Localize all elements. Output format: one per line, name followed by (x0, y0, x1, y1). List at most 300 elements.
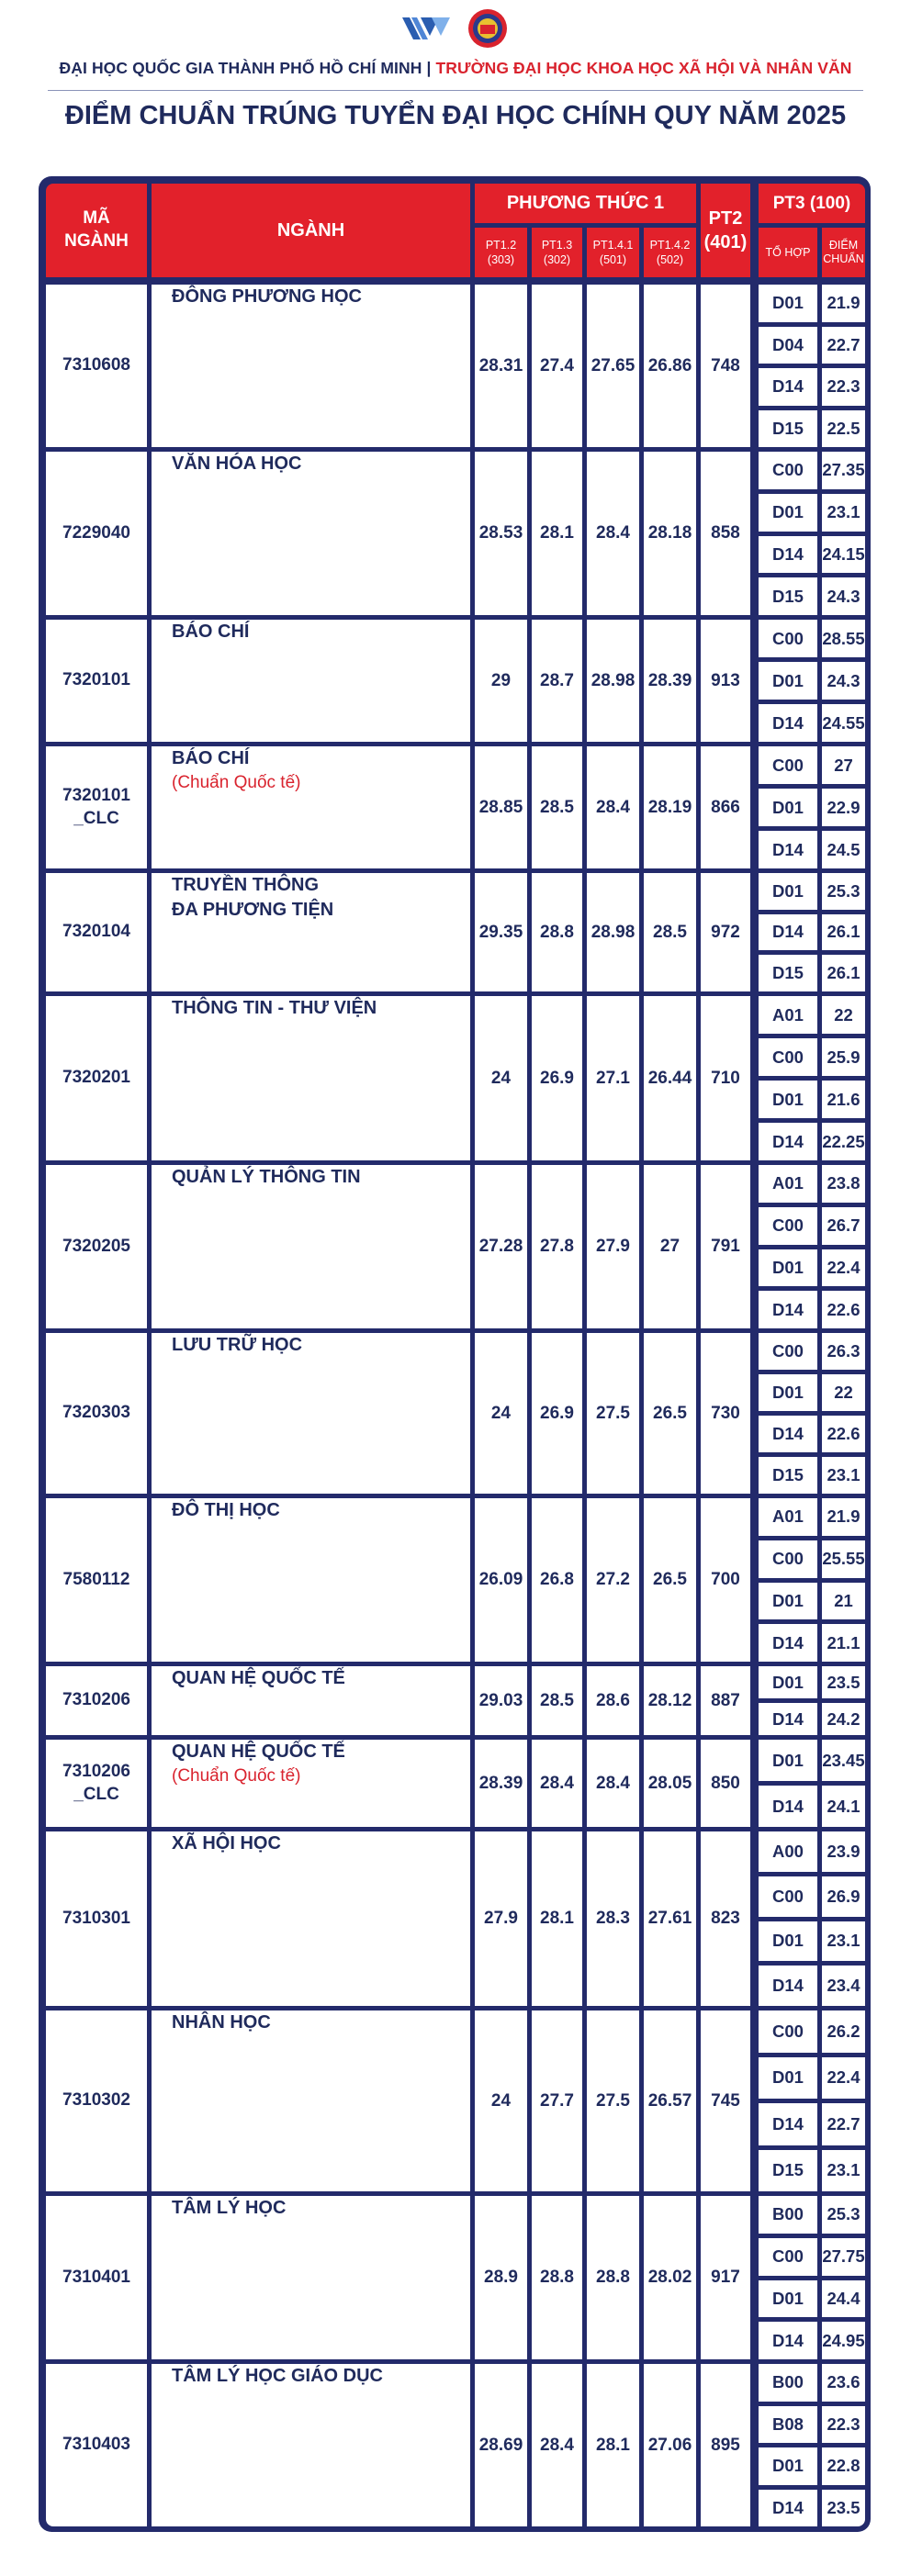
score-pt2 (701, 2196, 750, 2359)
score-value: 27.9 (484, 1909, 518, 1928)
major-name: QUAN HỆ QUỐC TẾ (172, 1742, 345, 1762)
diem-chuan-value: 22.8 (827, 2456, 860, 2476)
to-hop-code: D15 (772, 418, 804, 438)
score-pt13 (532, 1740, 582, 1827)
header-phuong-thuc-1 (475, 184, 696, 223)
diem-chuan-cell (822, 914, 865, 951)
to-hop-cell (759, 368, 817, 406)
diem-chuan-value: 24.2 (827, 1708, 860, 1729)
major-code: 7310401 (62, 2267, 130, 2287)
score-pt142 (644, 873, 696, 991)
diem-chuan-value: 22.25 (822, 1131, 865, 1151)
diem-chuan-value: 23.1 (827, 2160, 860, 2180)
to-hop-code: D14 (772, 1424, 804, 1443)
diem-chuan-cell (822, 1123, 865, 1160)
score-pt142 (644, 1165, 696, 1328)
score-value: 26.9 (540, 1068, 574, 1088)
to-hop-cell (759, 2150, 817, 2192)
to-hop-code: C00 (772, 1549, 804, 1569)
to-hop-cell (759, 2447, 817, 2485)
to-hop-code: D14 (772, 839, 804, 859)
score-value: 28.5 (653, 922, 687, 942)
major-code: 7310206 (62, 1761, 130, 1781)
score-value: 28.53 (478, 523, 523, 543)
major-code: 7320303 (62, 1403, 130, 1423)
header-pt2-label: PT2 (708, 208, 743, 229)
score-value: 858 (711, 523, 740, 543)
score-value: 28.02 (647, 2268, 692, 2287)
score-value: 28.1 (540, 1909, 574, 1928)
header-to-hop (759, 228, 817, 277)
score-value: 710 (711, 1068, 740, 1088)
score-pt2 (701, 1666, 750, 1735)
diem-chuan-value: 22.3 (827, 376, 860, 397)
score-pt142 (644, 285, 696, 447)
major-name: QUAN HỆ QUỐC TẾ (172, 1668, 345, 1688)
diem-chuan-cell (822, 2447, 865, 2485)
diem-chuan-value: 24.5 (827, 839, 860, 859)
diem-chuan-value: 22.9 (827, 797, 860, 817)
score-value: 748 (711, 355, 740, 375)
to-hop-code: D01 (772, 670, 804, 690)
diem-chuan-value: 22.6 (827, 1424, 860, 1443)
to-hop-code: C00 (772, 460, 804, 480)
major-subname: (Chuẩn Quốc tế) (172, 1766, 301, 1786)
diem-chuan-cell (822, 1416, 865, 1452)
score-pt142 (644, 1498, 696, 1662)
diem-chuan-cell (822, 1786, 865, 1827)
score-value: 850 (711, 1773, 740, 1793)
diem-chuan-value: 23.8 (827, 1173, 860, 1193)
diem-chuan-cell (822, 1207, 865, 1245)
major-code: 7310403 (62, 2435, 130, 2455)
diem-chuan-cell (822, 1624, 865, 1662)
score-value: 27.5 (596, 1403, 630, 1423)
major-code: 7310206 (62, 1690, 130, 1710)
major-code: 7310608 (62, 355, 130, 375)
to-hop-code: B08 (772, 2414, 804, 2434)
to-hop-code: D01 (772, 1931, 804, 1951)
score-value: 28.3 (596, 1909, 630, 1928)
header-diem-chuan-label: ĐIỂM CHUẨN (823, 239, 864, 265)
to-hop-cell (759, 1374, 817, 1411)
diem-chuan-value: 24.4 (827, 2288, 860, 2308)
to-hop-code: C00 (772, 1341, 804, 1361)
score-pt2 (701, 996, 750, 1160)
score-pt12 (475, 1498, 527, 1662)
diem-chuan-value: 22.7 (827, 334, 860, 354)
score-value: 745 (711, 2090, 740, 2111)
score-pt13 (532, 1333, 582, 1494)
score-pt142 (644, 452, 696, 615)
to-hop-code: D01 (772, 2456, 804, 2476)
score-pt2 (701, 1498, 750, 1662)
score-pt2 (701, 746, 750, 868)
to-hop-code: C00 (772, 2246, 804, 2267)
header-pt1-sub-paren: (501) (599, 253, 627, 266)
to-hop-code: D14 (772, 1131, 804, 1151)
diem-chuan-cell (822, 1498, 865, 1536)
diem-chuan-cell (822, 2406, 865, 2444)
diem-chuan-cell (822, 831, 865, 868)
diem-chuan-value: 23.5 (827, 2497, 860, 2517)
university-name: ĐẠI HỌC QUỐC GIA THÀNH PHỐ HỒ CHÍ MINH (59, 59, 422, 77)
to-hop-cell (759, 285, 817, 322)
score-pt141 (587, 1498, 639, 1662)
diem-chuan-value: 26.9 (827, 1886, 860, 1906)
to-hop-cell (759, 1291, 817, 1328)
score-value: 28.4 (540, 1773, 574, 1793)
to-hop-cell (759, 2057, 817, 2100)
header-pt1-sub-paren: (303) (487, 253, 515, 266)
diem-chuan-cell (822, 955, 865, 991)
header-nganh (152, 184, 470, 277)
score-value: 27.28 (478, 1237, 523, 1256)
major-name: BÁO CHÍ (172, 748, 250, 768)
to-hop-code: D15 (772, 586, 804, 606)
to-hop-cell (759, 955, 817, 991)
to-hop-code: B00 (772, 2372, 804, 2392)
score-value: 27 (659, 1237, 680, 1256)
score-value: 24 (490, 1403, 512, 1423)
row-name (152, 285, 470, 447)
diem-chuan-value: 22.6 (827, 1299, 860, 1319)
row-name (152, 1333, 470, 1494)
score-pt141 (587, 2196, 639, 2359)
diem-chuan-cell (822, 2364, 865, 2402)
score-pt12 (475, 1740, 527, 1827)
score-value: 27.1 (596, 1068, 630, 1088)
diem-chuan-cell (822, 2490, 865, 2527)
to-hop-code: D01 (772, 1089, 804, 1109)
to-hop-code: D01 (772, 2067, 804, 2088)
ussh-logo-icon (465, 7, 511, 50)
row-code (46, 2364, 147, 2526)
header-pt1-sub-code: PT1.4.2 (649, 238, 691, 252)
to-hop-cell (759, 1666, 817, 1698)
diem-chuan-value: 27 (834, 755, 853, 775)
to-hop-code: D14 (772, 543, 804, 564)
score-pt141 (587, 1333, 639, 1494)
row-code (46, 1333, 147, 1494)
to-hop-code: D04 (772, 334, 804, 354)
diem-chuan-value: 24.1 (827, 1796, 860, 1816)
to-hop-code: D14 (772, 1796, 804, 1816)
score-pt13 (532, 285, 582, 447)
score-pt141 (587, 996, 639, 1160)
row-name (152, 873, 470, 991)
diem-chuan-cell (822, 1540, 865, 1578)
to-hop-cell (759, 2238, 817, 2276)
row-name (152, 2010, 470, 2191)
score-value: 28.12 (647, 1690, 692, 1710)
row-code (46, 2010, 147, 2191)
major-code: 7320101 (62, 670, 130, 690)
score-pt12 (475, 1333, 527, 1494)
to-hop-cell (759, 1123, 817, 1160)
score-value: 26.9 (540, 1403, 574, 1423)
to-hop-cell (759, 410, 817, 448)
major-name: VĂN HÓA HỌC (172, 454, 302, 474)
to-hop-cell (759, 2322, 817, 2359)
diem-chuan-value: 23.9 (827, 1841, 860, 1861)
to-hop-cell (759, 1966, 817, 2006)
score-value: 27.4 (540, 355, 574, 375)
to-hop-cell (759, 1081, 817, 1118)
to-hop-cell (759, 1876, 817, 1917)
score-value: 27.2 (596, 1570, 630, 1589)
header-diem-chuan (822, 228, 865, 277)
score-pt142 (644, 2196, 696, 2359)
diem-chuan-value: 24.55 (822, 712, 865, 733)
diem-chuan-value: 21.6 (827, 1089, 860, 1109)
header-pt1-sub-code: PT1.3 (541, 238, 573, 252)
major-code: 7229040 (62, 522, 130, 543)
divider (48, 90, 863, 91)
score-value: 28.39 (647, 670, 692, 690)
score-pt141 (587, 452, 639, 615)
diem-chuan-value: 23.45 (822, 1750, 865, 1770)
row-name (152, 996, 470, 1160)
score-pt142 (644, 2010, 696, 2191)
score-pt13 (532, 1498, 582, 1662)
score-value: 28.98 (590, 922, 635, 942)
score-value: 26.5 (653, 1403, 687, 1423)
score-pt142 (644, 2364, 696, 2526)
major-name: TÂM LÝ HỌC GIÁO DỤC (172, 2366, 383, 2386)
to-hop-cell (759, 914, 817, 951)
major-name: QUẢN LÝ THÔNG TIN (172, 1167, 361, 1187)
row-code (46, 1666, 147, 1735)
diem-chuan-value: 23.1 (827, 502, 860, 522)
score-value: 29.35 (478, 922, 523, 942)
row-name (152, 620, 470, 742)
score-value: 28.4 (540, 2435, 574, 2455)
header-nganh-label: NGÀNH (276, 219, 345, 241)
score-pt141 (587, 1165, 639, 1328)
row-code (46, 996, 147, 1160)
major-code-suffix: _CLC (73, 1784, 119, 1804)
diem-chuan-value: 26.7 (827, 1215, 860, 1236)
score-value: 823 (711, 1909, 740, 1928)
diem-chuan-value: 23.4 (827, 1976, 860, 1996)
to-hop-cell (759, 1740, 817, 1781)
to-hop-code: D14 (772, 1976, 804, 1996)
score-value: 895 (711, 2435, 740, 2455)
diem-chuan-cell (822, 1374, 865, 1411)
diem-chuan-value: 21.1 (827, 1632, 860, 1652)
to-hop-cell (759, 1207, 817, 1245)
to-hop-code: A01 (772, 1506, 804, 1527)
to-hop-code: D01 (772, 1750, 804, 1770)
to-hop-cell (759, 873, 817, 910)
page-title: ĐIỂM CHUẨN TRÚNG TUYỂN ĐẠI HỌC CHÍNH QUY NĂM 2025 (64, 101, 847, 130)
score-pt2 (701, 1165, 750, 1328)
to-hop-cell (759, 2196, 817, 2234)
score-pt12 (475, 2196, 527, 2359)
major-name: BÁO CHÍ (172, 622, 250, 642)
to-hop-cell (759, 494, 817, 532)
to-hop-code: A00 (772, 1841, 804, 1861)
score-pt141 (587, 620, 639, 742)
score-pt142 (644, 996, 696, 1160)
score-pt12 (475, 996, 527, 1160)
header-pt1-sub-3 (644, 228, 696, 277)
to-hop-code: D01 (772, 1257, 804, 1277)
score-pt12 (475, 285, 527, 447)
diem-chuan-cell (822, 1457, 865, 1494)
diem-chuan-value: 26.2 (827, 2021, 860, 2041)
to-hop-code: D14 (772, 1632, 804, 1652)
school-name: TRƯỜNG ĐẠI HỌC KHOA HỌC XÃ HỘI VÀ NHÂN VĂN (435, 59, 852, 77)
score-value: 913 (711, 670, 740, 690)
row-code (46, 452, 147, 615)
score-value: 27.65 (590, 355, 635, 375)
row-name (152, 1666, 470, 1735)
to-hop-code: D01 (772, 880, 804, 901)
diem-chuan-cell (822, 996, 865, 1034)
major-name: THÔNG TIN - THƯ VIỆN (172, 998, 377, 1018)
diem-chuan-value: 24.15 (822, 543, 865, 564)
affiliation-line (0, 59, 911, 78)
to-hop-code: A01 (772, 1004, 804, 1025)
score-pt2 (701, 285, 750, 447)
to-hop-code: C00 (772, 1886, 804, 1906)
diem-chuan-value: 22.4 (827, 1257, 860, 1277)
to-hop-code: D01 (772, 293, 804, 313)
header-pt1-sub-paren: (502) (656, 253, 684, 266)
major-name: TÂM LÝ HỌC (172, 2198, 287, 2218)
row-code (46, 1740, 147, 1827)
score-value: 28.4 (596, 523, 630, 543)
to-hop-cell (759, 1498, 817, 1536)
diem-chuan-cell (822, 746, 865, 784)
score-pt142 (644, 1740, 696, 1827)
diem-chuan-cell (822, 327, 865, 364)
diem-chuan-value: 26.1 (827, 963, 860, 983)
diem-chuan-value: 23.5 (827, 1672, 860, 1692)
diem-chuan-cell (822, 285, 865, 322)
to-hop-code: D14 (772, 712, 804, 733)
major-name: TRUYỀN THÔNG (172, 875, 319, 895)
score-pt13 (532, 452, 582, 615)
to-hop-code: D15 (772, 963, 804, 983)
score-pt142 (644, 1333, 696, 1494)
to-hop-cell (759, 2103, 817, 2145)
header-pt1-sub-2 (587, 228, 639, 277)
score-pt12 (475, 1831, 527, 2006)
major-name: ĐÔNG PHƯƠNG HỌC (172, 286, 362, 307)
logos (0, 9, 911, 48)
row-code (46, 1498, 147, 1662)
score-pt2 (701, 873, 750, 991)
score-pt142 (644, 1831, 696, 2006)
to-hop-cell (759, 577, 817, 615)
row-name (152, 2364, 470, 2526)
score-pt2 (701, 2364, 750, 2526)
score-value: 791 (711, 1237, 740, 1256)
header-pt1-sub-code: PT1.2 (485, 238, 517, 252)
score-pt141 (587, 2364, 639, 2526)
separator: | (426, 59, 432, 77)
score-pt13 (532, 996, 582, 1160)
score-pt142 (644, 620, 696, 742)
diem-chuan-value: 23.6 (827, 2372, 860, 2392)
row-code (46, 620, 147, 742)
score-value: 26.57 (647, 2090, 692, 2111)
row-name (152, 1165, 470, 1328)
score-value: 700 (711, 1570, 740, 1589)
vnu-logo-icon (400, 14, 452, 43)
major-code: 7310302 (62, 2090, 130, 2111)
to-hop-code: D15 (772, 2160, 804, 2180)
to-hop-cell (759, 2406, 817, 2444)
diem-chuan-cell (822, 2196, 865, 2234)
score-pt12 (475, 620, 527, 742)
to-hop-code: D01 (772, 2288, 804, 2308)
score-pt13 (532, 2010, 582, 2191)
diem-chuan-value: 22.4 (827, 2067, 860, 2088)
score-value: 28.8 (540, 2268, 574, 2287)
to-hop-cell (759, 1249, 817, 1287)
to-hop-cell (759, 620, 817, 657)
score-table (39, 176, 871, 2532)
header-pt1-sub-code: PT1.4.1 (592, 238, 634, 252)
score-value: 28.18 (647, 523, 692, 543)
header-pt2 (701, 184, 750, 277)
score-value: 27.61 (647, 1909, 692, 1928)
diem-chuan-value: 22 (834, 1383, 853, 1402)
diem-chuan-cell (822, 2280, 865, 2318)
to-hop-cell (759, 996, 817, 1034)
score-value: 26.5 (653, 1570, 687, 1589)
to-hop-cell (759, 1831, 817, 1872)
to-hop-code: D14 (772, 922, 804, 942)
to-hop-code: B00 (772, 2204, 804, 2224)
to-hop-cell (759, 1703, 817, 1735)
score-value: 28.1 (596, 2435, 630, 2455)
row-name (152, 2196, 470, 2359)
score-pt2 (701, 1831, 750, 2006)
score-pt142 (644, 746, 696, 868)
diem-chuan-cell (822, 662, 865, 700)
row-name (152, 452, 470, 615)
score-value: 28.85 (478, 797, 523, 817)
to-hop-code: D01 (772, 502, 804, 522)
score-pt13 (532, 1831, 582, 2006)
diem-chuan-cell (822, 368, 865, 406)
to-hop-cell (759, 2490, 817, 2527)
to-hop-cell (759, 1921, 817, 1962)
diem-chuan-cell (822, 2057, 865, 2100)
major-code: 7320101 (62, 785, 130, 805)
diem-chuan-cell (822, 1081, 865, 1118)
diem-chuan-cell (822, 704, 865, 742)
row-name (152, 746, 470, 868)
score-value: 28.4 (596, 1773, 630, 1793)
to-hop-cell (759, 662, 817, 700)
header-pt1-label: PHƯƠNG THỨC 1 (506, 193, 665, 213)
to-hop-code: C00 (772, 628, 804, 648)
header-pt2-paren: (401) (703, 232, 748, 252)
row-code (46, 746, 147, 868)
score-value: 28.31 (478, 355, 523, 375)
diem-chuan-value: 22.5 (827, 418, 860, 438)
to-hop-code: C00 (772, 1215, 804, 1236)
score-value: 28.5 (540, 1690, 574, 1710)
to-hop-cell (759, 2364, 817, 2402)
major-name: NHÂN HỌC (172, 2012, 271, 2033)
